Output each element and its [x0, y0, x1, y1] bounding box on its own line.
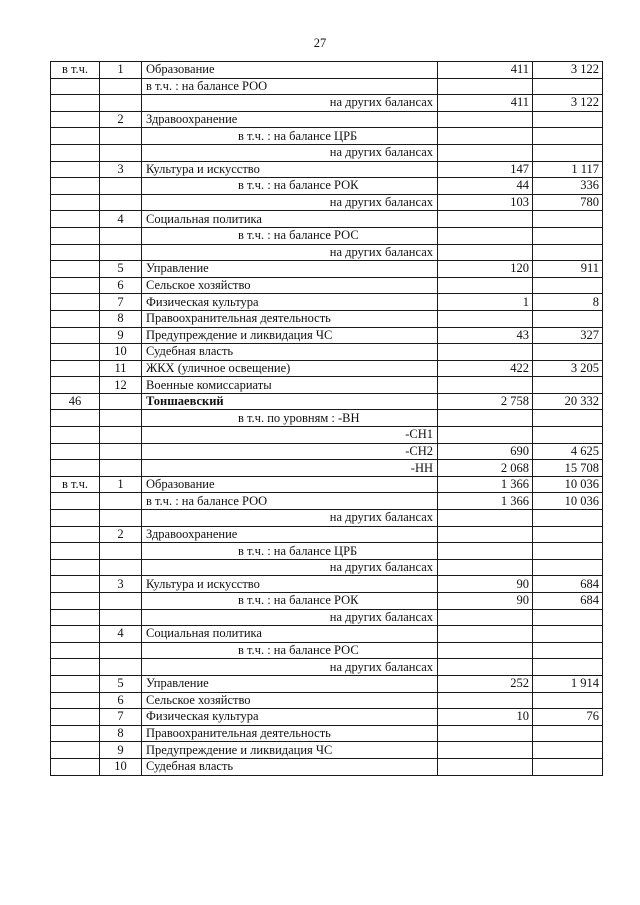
- item-number-cell: 8: [100, 725, 142, 742]
- description-cell: -НН: [142, 460, 438, 477]
- value-cell-2: 336: [533, 178, 603, 195]
- group-cell: [51, 78, 100, 95]
- value-cell-1: [438, 277, 533, 294]
- value-cell-1: 43: [438, 327, 533, 344]
- description-cell: Образование: [142, 62, 438, 79]
- value-cell-1: [438, 211, 533, 228]
- table-row: [51, 692, 603, 709]
- table-row: [51, 111, 603, 128]
- item-number-cell: 12: [100, 377, 142, 394]
- description-cell: Военные комиссариаты: [142, 377, 438, 394]
- table-row: [51, 178, 603, 195]
- item-number-cell: [100, 559, 142, 576]
- item-number-cell: 4: [100, 626, 142, 643]
- item-number-cell: 3: [100, 161, 142, 178]
- description-cell: Физическая культура: [142, 294, 438, 311]
- value-cell-1: [438, 427, 533, 444]
- table-row: [51, 62, 603, 79]
- value-cell-2: [533, 277, 603, 294]
- group-cell: [51, 543, 100, 560]
- value-cell-1: [438, 344, 533, 361]
- table-row: [51, 576, 603, 593]
- group-cell: [51, 294, 100, 311]
- table-row: [51, 460, 603, 477]
- item-number-cell: 6: [100, 692, 142, 709]
- item-number-cell: [100, 427, 142, 444]
- table-row: [51, 510, 603, 527]
- item-number-cell: [100, 443, 142, 460]
- item-number-cell: [100, 244, 142, 261]
- page-number: 27: [313, 36, 327, 50]
- description-cell: ЖКХ (уличное освещение): [142, 360, 438, 377]
- value-cell-2: [533, 244, 603, 261]
- value-cell-2: 684: [533, 593, 603, 610]
- description-cell: на других балансах: [142, 194, 438, 211]
- value-cell-1: [438, 642, 533, 659]
- value-cell-1: [438, 244, 533, 261]
- item-number-cell: [100, 593, 142, 610]
- value-cell-2: [533, 377, 603, 394]
- description-cell: Тоншаевский: [142, 393, 438, 410]
- value-cell-2: [533, 543, 603, 560]
- description-cell: на других балансах: [142, 510, 438, 527]
- group-cell: [51, 659, 100, 676]
- description-cell: Культура и искусство: [142, 576, 438, 593]
- district-row: [51, 393, 603, 410]
- value-cell-1: 147: [438, 161, 533, 178]
- description-cell: на других балансах: [142, 559, 438, 576]
- description-cell: Образование: [142, 476, 438, 493]
- item-number-cell: 8: [100, 310, 142, 327]
- description-cell: Социальная политика: [142, 211, 438, 228]
- table-row: [51, 742, 603, 759]
- value-cell-1: [438, 510, 533, 527]
- description-cell: Судебная власть: [142, 758, 438, 775]
- item-number-cell: 3: [100, 576, 142, 593]
- item-number-cell: 9: [100, 327, 142, 344]
- group-cell: [51, 493, 100, 510]
- value-cell-1: [438, 227, 533, 244]
- value-cell-1: 2 758: [438, 393, 533, 410]
- group-cell: [51, 111, 100, 128]
- value-cell-2: [533, 427, 603, 444]
- value-cell-2: [533, 758, 603, 775]
- value-cell-1: 411: [438, 95, 533, 112]
- item-number-cell: 2: [100, 111, 142, 128]
- item-number-cell: [100, 128, 142, 145]
- group-cell: [51, 709, 100, 726]
- item-number-cell: [100, 178, 142, 195]
- item-number-cell: [100, 78, 142, 95]
- description-cell: Физическая культура: [142, 709, 438, 726]
- item-number-cell: [100, 543, 142, 560]
- description-cell: Предупреждение и ликвидация ЧС: [142, 742, 438, 759]
- table-row: [51, 642, 603, 659]
- value-cell-2: [533, 510, 603, 527]
- table-row: [51, 277, 603, 294]
- table-row: [51, 128, 603, 145]
- table-row: [51, 377, 603, 394]
- description-cell: Сельское хозяйство: [142, 692, 438, 709]
- value-cell-1: 120: [438, 261, 533, 278]
- item-number-cell: [100, 410, 142, 427]
- value-cell-1: 411: [438, 62, 533, 79]
- group-cell: [51, 95, 100, 112]
- value-cell-2: [533, 559, 603, 576]
- description-cell: в т.ч. : на балансе РОС: [142, 642, 438, 659]
- value-cell-1: 10: [438, 709, 533, 726]
- table-row: [51, 211, 603, 228]
- item-number-cell: [100, 510, 142, 527]
- value-cell-2: 10 036: [533, 476, 603, 493]
- value-cell-2: 3 122: [533, 95, 603, 112]
- group-cell: [51, 692, 100, 709]
- description-cell: на других балансах: [142, 659, 438, 676]
- group-cell: [51, 244, 100, 261]
- item-number-cell: 2: [100, 526, 142, 543]
- value-cell-1: [438, 310, 533, 327]
- table-row: [51, 360, 603, 377]
- group-cell: [51, 593, 100, 610]
- value-cell-1: 103: [438, 194, 533, 211]
- group-cell: [51, 211, 100, 228]
- description-cell: Судебная власть: [142, 344, 438, 361]
- value-cell-1: 90: [438, 593, 533, 610]
- group-cell: [51, 526, 100, 543]
- value-cell-1: 90: [438, 576, 533, 593]
- table-row: [51, 261, 603, 278]
- item-number-cell: [100, 393, 142, 410]
- description-cell: -СН1: [142, 427, 438, 444]
- group-cell: [51, 310, 100, 327]
- value-cell-2: [533, 526, 603, 543]
- item-number-cell: [100, 194, 142, 211]
- group-cell: [51, 410, 100, 427]
- table-row: [51, 626, 603, 643]
- table-row: [51, 310, 603, 327]
- item-number-cell: 11: [100, 360, 142, 377]
- group-cell: [51, 327, 100, 344]
- value-cell-1: 252: [438, 675, 533, 692]
- value-cell-2: [533, 609, 603, 626]
- value-cell-1: [438, 559, 533, 576]
- item-number-cell: [100, 460, 142, 477]
- group-cell: [51, 360, 100, 377]
- description-cell: -СН2: [142, 443, 438, 460]
- item-number-cell: [100, 609, 142, 626]
- item-number-cell: 4: [100, 211, 142, 228]
- value-cell-2: 3 205: [533, 360, 603, 377]
- item-number-cell: 9: [100, 742, 142, 759]
- item-number-cell: [100, 95, 142, 112]
- value-cell-2: 684: [533, 576, 603, 593]
- value-cell-1: [438, 377, 533, 394]
- table-row: [51, 344, 603, 361]
- item-number-cell: 10: [100, 758, 142, 775]
- value-cell-1: [438, 144, 533, 161]
- table-row: [51, 725, 603, 742]
- table-body: [51, 62, 603, 776]
- value-cell-2: [533, 211, 603, 228]
- value-cell-2: [533, 310, 603, 327]
- table-row: [51, 194, 603, 211]
- group-cell: [51, 427, 100, 444]
- item-number-cell: [100, 642, 142, 659]
- group-cell: [51, 194, 100, 211]
- value-cell-1: [438, 758, 533, 775]
- item-number-cell: [100, 659, 142, 676]
- value-cell-1: 1 366: [438, 476, 533, 493]
- value-cell-1: 2 068: [438, 460, 533, 477]
- value-cell-2: [533, 626, 603, 643]
- description-cell: Социальная политика: [142, 626, 438, 643]
- table-row: [51, 559, 603, 576]
- item-number-cell: [100, 144, 142, 161]
- value-cell-2: 10 036: [533, 493, 603, 510]
- group-cell: [51, 510, 100, 527]
- description-cell: Управление: [142, 261, 438, 278]
- value-cell-1: [438, 626, 533, 643]
- table-row: [51, 95, 603, 112]
- value-cell-1: [438, 725, 533, 742]
- table-row: [51, 609, 603, 626]
- table-row: [51, 161, 603, 178]
- value-cell-2: [533, 642, 603, 659]
- group-cell: [51, 758, 100, 775]
- value-cell-2: [533, 78, 603, 95]
- group-cell: [51, 178, 100, 195]
- value-cell-2: [533, 111, 603, 128]
- description-cell: Управление: [142, 675, 438, 692]
- value-cell-1: 1 366: [438, 493, 533, 510]
- item-number-cell: 7: [100, 294, 142, 311]
- table-row: [51, 543, 603, 560]
- group-cell: [51, 161, 100, 178]
- value-cell-1: 690: [438, 443, 533, 460]
- table-row: [51, 78, 603, 95]
- value-cell-1: [438, 78, 533, 95]
- table-row: [51, 227, 603, 244]
- value-cell-2: 327: [533, 327, 603, 344]
- value-cell-2: 3 122: [533, 62, 603, 79]
- value-cell-2: [533, 692, 603, 709]
- table-row: [51, 144, 603, 161]
- group-cell: [51, 344, 100, 361]
- description-cell: на других балансах: [142, 609, 438, 626]
- table-row: [51, 443, 603, 460]
- value-cell-1: [438, 692, 533, 709]
- description-cell: Предупреждение и ликвидация ЧС: [142, 327, 438, 344]
- value-cell-2: 780: [533, 194, 603, 211]
- table-row: [51, 675, 603, 692]
- group-cell: [51, 144, 100, 161]
- value-cell-2: [533, 410, 603, 427]
- description-cell: в т.ч. по уровням : -ВН: [142, 410, 438, 427]
- description-cell: в т.ч. : на балансе РОО: [142, 78, 438, 95]
- item-number-cell: [100, 493, 142, 510]
- description-cell: в т.ч. : на балансе ЦРБ: [142, 543, 438, 560]
- table-row: [51, 327, 603, 344]
- value-cell-2: 15 708: [533, 460, 603, 477]
- value-cell-2: [533, 144, 603, 161]
- item-number-cell: 1: [100, 476, 142, 493]
- group-cell: [51, 227, 100, 244]
- group-cell: [51, 559, 100, 576]
- table-row: [51, 244, 603, 261]
- description-cell: в т.ч. : на балансе РОК: [142, 178, 438, 195]
- value-cell-2: 8: [533, 294, 603, 311]
- group-cell: [51, 377, 100, 394]
- item-number-cell: [100, 227, 142, 244]
- description-cell: на других балансах: [142, 244, 438, 261]
- group-cell: [51, 675, 100, 692]
- description-cell: на других балансах: [142, 144, 438, 161]
- item-number-cell: 10: [100, 344, 142, 361]
- description-cell: в т.ч. : на балансе ЦРБ: [142, 128, 438, 145]
- budget-table: [50, 61, 603, 776]
- group-cell: [51, 609, 100, 626]
- item-number-cell: 5: [100, 261, 142, 278]
- value-cell-1: [438, 543, 533, 560]
- group-cell: в т.ч.: [51, 62, 100, 79]
- item-number-cell: 1: [100, 62, 142, 79]
- table-row: [51, 476, 603, 493]
- value-cell-1: [438, 111, 533, 128]
- table-row: [51, 659, 603, 676]
- group-cell: [51, 261, 100, 278]
- group-cell: 46: [51, 393, 100, 410]
- description-cell: Сельское хозяйство: [142, 277, 438, 294]
- item-number-cell: 6: [100, 277, 142, 294]
- group-cell: [51, 642, 100, 659]
- group-cell: [51, 725, 100, 742]
- group-cell: [51, 460, 100, 477]
- value-cell-1: [438, 526, 533, 543]
- table-row: [51, 410, 603, 427]
- description-cell: Правоохранительная деятельность: [142, 725, 438, 742]
- description-cell: Здравоохранение: [142, 526, 438, 543]
- description-cell: в т.ч. : на балансе РОК: [142, 593, 438, 610]
- table-row: [51, 294, 603, 311]
- group-cell: [51, 443, 100, 460]
- value-cell-1: [438, 742, 533, 759]
- value-cell-1: [438, 659, 533, 676]
- group-cell: [51, 626, 100, 643]
- description-cell: Здравоохранение: [142, 111, 438, 128]
- description-cell: в т.ч. : на балансе РОО: [142, 493, 438, 510]
- value-cell-2: [533, 344, 603, 361]
- value-cell-1: 422: [438, 360, 533, 377]
- table-row: [51, 709, 603, 726]
- value-cell-2: [533, 659, 603, 676]
- table-row: [51, 758, 603, 775]
- group-cell: [51, 576, 100, 593]
- value-cell-2: 911: [533, 261, 603, 278]
- value-cell-1: [438, 410, 533, 427]
- value-cell-2: [533, 725, 603, 742]
- item-number-cell: 5: [100, 675, 142, 692]
- value-cell-2: 76: [533, 709, 603, 726]
- group-cell: в т.ч.: [51, 476, 100, 493]
- description-cell: Культура и искусство: [142, 161, 438, 178]
- value-cell-2: 1 117: [533, 161, 603, 178]
- group-cell: [51, 128, 100, 145]
- table-row: [51, 427, 603, 444]
- value-cell-1: [438, 128, 533, 145]
- value-cell-1: 44: [438, 178, 533, 195]
- value-cell-2: [533, 742, 603, 759]
- description-cell: на других балансах: [142, 95, 438, 112]
- item-number-cell: 7: [100, 709, 142, 726]
- description-cell: в т.ч. : на балансе РОС: [142, 227, 438, 244]
- value-cell-2: 1 914: [533, 675, 603, 692]
- table-row: [51, 526, 603, 543]
- value-cell-1: 1: [438, 294, 533, 311]
- value-cell-2: 20 332: [533, 393, 603, 410]
- value-cell-1: [438, 609, 533, 626]
- value-cell-2: [533, 227, 603, 244]
- group-cell: [51, 742, 100, 759]
- description-cell: Правоохранительная деятельность: [142, 310, 438, 327]
- value-cell-2: [533, 128, 603, 145]
- group-cell: [51, 277, 100, 294]
- table-row: [51, 493, 603, 510]
- value-cell-2: 4 625: [533, 443, 603, 460]
- table-row: [51, 593, 603, 610]
